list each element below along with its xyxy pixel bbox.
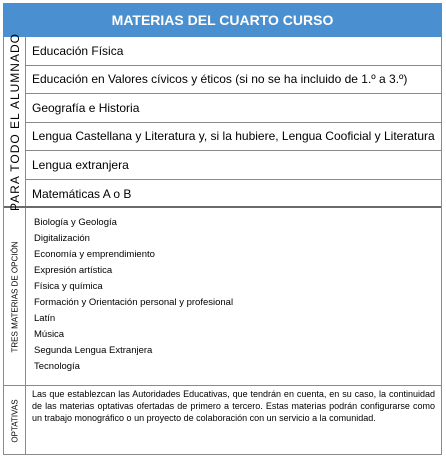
elective-subject-item: Formación y Orientación personal y profesional — [34, 297, 234, 308]
common-section — [4, 32, 441, 211]
elective-subject-item: Biología y Geología — [34, 217, 117, 228]
optional-side-label: OPTATIVAS — [10, 398, 19, 443]
common-subject-row: Matemáticas A o B — [32, 186, 132, 201]
common-subject-row: Geografía e Historia — [26, 94, 441, 123]
optional-side-label-cell — [4, 386, 26, 455]
subjects-table — [3, 3, 442, 455]
optional-section — [4, 386, 441, 455]
elective-subject-item: Tecnología — [34, 361, 80, 372]
elective-subject-item: Economía y emprendimiento — [34, 249, 155, 260]
common-side-label-cell — [4, 32, 26, 211]
elective-subject-item: Segunda Lengua Extranjera — [34, 345, 153, 356]
elective-section — [4, 208, 441, 386]
common-subject-row: Lengua extranjera — [26, 151, 441, 180]
common-subject-row: Educación en Valores cívicos y éticos (si no se ha incluido de 1.º a 3.º) — [26, 66, 441, 95]
elective-subject-item: Digitalización — [34, 233, 90, 244]
elective-side-label-cell — [4, 208, 26, 385]
elective-subject-item: Música — [34, 329, 65, 340]
common-side-label: PARA TODO EL ALUMNADO — [7, 32, 22, 211]
optional-description: Las que establezcan las Autoridades Educativas, que tendrán en cuenta, en su caso, la continuidad de las materias optativas ofertadas de primero a tercero. Estas materias podrán configurarse como un trabajo monográfico o un proyecto de colaboración con un servicio a la comunidad. — [32, 389, 435, 423]
common-subject-row: Lengua Castellana y Literatura y, si la hubiere, Lengua Cooficial y Literatura — [26, 123, 441, 152]
elective-subject-item: Latín — [34, 313, 56, 324]
elective-subject-item: Física y química — [34, 281, 103, 292]
elective-side-label: TRES MATERIAS DE OPCIÓN — [10, 241, 19, 352]
table-title: MATERIAS DEL CUARTO CURSO — [3, 3, 442, 37]
table-body — [3, 32, 442, 455]
elective-subject-item: Expresión artística — [34, 265, 113, 276]
common-subject-row: Educación Física — [26, 37, 441, 66]
